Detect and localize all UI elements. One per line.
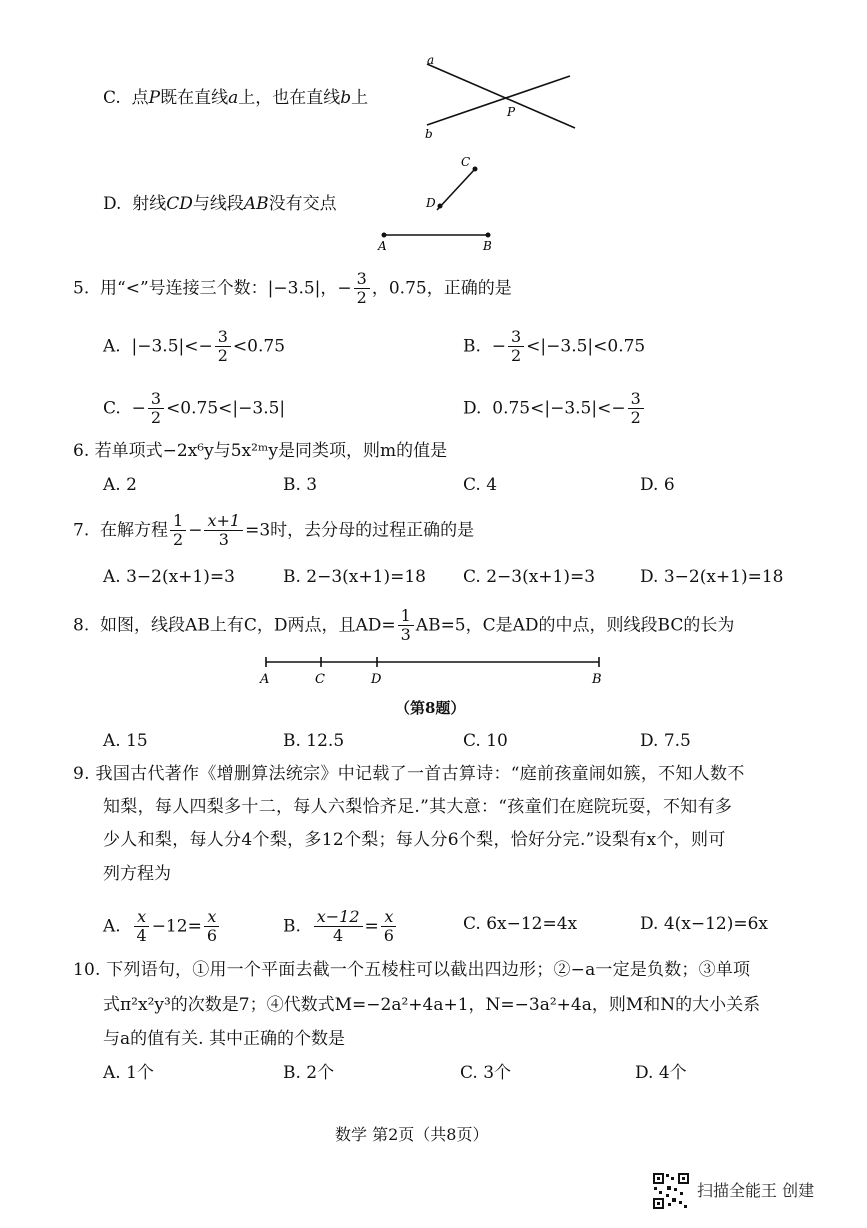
q10-option-c: C. 3个 (460, 1063, 512, 1083)
ray-cd (437, 169, 475, 210)
q9-option-d: D. 4(x−12)=6x (640, 914, 769, 934)
point-d (438, 204, 443, 209)
q10-option-a: A. 1个 (103, 1063, 154, 1083)
q10-option-d: D. 4个 (635, 1063, 687, 1083)
q8-option-a: A. 15 (103, 731, 148, 751)
q4d-ray-segment-figure (370, 150, 510, 255)
q9-line-4: 列方程为 (103, 864, 171, 884)
point-c (473, 167, 478, 172)
q8-option-c: C. 10 (463, 731, 508, 751)
label-a: A (378, 239, 387, 253)
line-b (427, 76, 570, 125)
label-c: C (315, 672, 325, 687)
q9-line-3: 少人和梨，每人分4个梨，多12个梨；每人分6个梨，恰好分完.”设梨有x个，则可 (103, 830, 726, 850)
label-b: B (483, 239, 492, 253)
q9-line-2: 知梨，每人四梨多十二，每人六梨恰齐足.”其大意：“孩童们在庭院玩耍，不知有多 (103, 797, 733, 817)
label-d: D (426, 196, 436, 210)
point-a (382, 233, 387, 238)
label-b: B (592, 672, 602, 687)
q10-line-1: 10. 下列语句，①用一个平面去截一个五棱柱可以截出四边形；②−a一定是负数；③单项 (73, 960, 751, 980)
page-footer: 数学 第2页（共8页） (335, 1125, 489, 1144)
q10-option-b: B. 2个 (283, 1063, 335, 1083)
q10-line-2: 式π²x²y³的次数是7；④代数式M=−2a²+4a+1，N=−3a²+4a，则M和N的大小关系 (103, 995, 761, 1015)
q4c-intersecting-lines-figure (415, 50, 590, 145)
q5-stem: 5. 用“<”号连接三个数：|−3.5|，− $\frac{3}{2}$ ，0.75，正确的是 (73, 269, 512, 308)
q6-option-d: D. 6 (640, 475, 675, 495)
scanner-watermark: 扫描全能王 创建 (697, 1181, 815, 1200)
label-d: D (371, 672, 382, 687)
q7-option-c: C. 2−3(x+1)=3 (463, 567, 596, 587)
q8-stem: 8. 如图，线段AB上有C，D两点，且AD= $\frac{1}{3}$ AB=5，C是AD的中点，则线段BC的长为 (73, 606, 735, 645)
q8-option-b: B. 12.5 (283, 731, 345, 751)
q7-option-b: B. 2−3(x+1)=18 (283, 567, 426, 587)
label-p: P (507, 105, 516, 119)
qr-code-icon (652, 1172, 690, 1210)
q8-segment-figure (255, 652, 610, 688)
q5-option-a: A. |−3.5|<− $\frac{3}{2}$ <0.75 (103, 327, 286, 366)
q6-option-b: B. 3 (283, 475, 318, 495)
q9-option-a: A. $\frac{x}{4}$ −12= $\frac{x}{6}$ (103, 908, 222, 946)
q6-stem: 6. 若单项式−2x⁶y与5x²ᵐy是同类项，则m的值是 (73, 441, 448, 461)
q7-option-a: A. 3−2(x+1)=3 (103, 567, 235, 587)
q5-option-c: C. − $\frac{3}{2}$ <0.75<|−3.5| (103, 389, 286, 428)
q4-option-d: D. 射线CD与线段AB没有交点 (103, 194, 337, 214)
q9-option-b: B. $\frac{x-12}{4}$ = $\frac{x}{6}$ (283, 908, 399, 946)
q9-line-1: 9. 我国古代著作《增删算法统宗》中记载了一首古算诗：“庭前孩童闹如簇，不知人数不 (73, 764, 745, 784)
q8-figure-caption: （第8题） (395, 699, 466, 717)
q8-option-d: D. 7.5 (640, 731, 691, 751)
q6-option-c: C. 4 (463, 475, 498, 495)
label-c: C (461, 155, 471, 169)
q5-option-b: B. − $\frac{3}{2}$ <|−3.5|<0.75 (463, 327, 646, 366)
label-b: b (425, 127, 433, 141)
point-b (486, 233, 491, 238)
q10-line-3: 与a的值有关. 其中正确的个数是 (103, 1029, 345, 1049)
q5-option-d: D. 0.75<|−3.5|<− $\frac{3}{2}$ (463, 390, 646, 428)
label-a: a (427, 53, 435, 67)
q7-option-d: D. 3−2(x+1)=18 (640, 567, 784, 587)
q4-option-c: C. 点P既在直线a上，也在直线b上 (103, 88, 369, 108)
line-a (427, 64, 575, 128)
label-a: A (260, 672, 270, 687)
q6-option-a: A. 2 (103, 475, 137, 495)
q7-stem: 7. 在解方程 $\frac{1}{2}$ − $\frac{x+1}{3}$ =3时，去分母的过程正确的是 (73, 511, 475, 550)
q9-option-c: C. 6x−12=4x (463, 914, 578, 934)
